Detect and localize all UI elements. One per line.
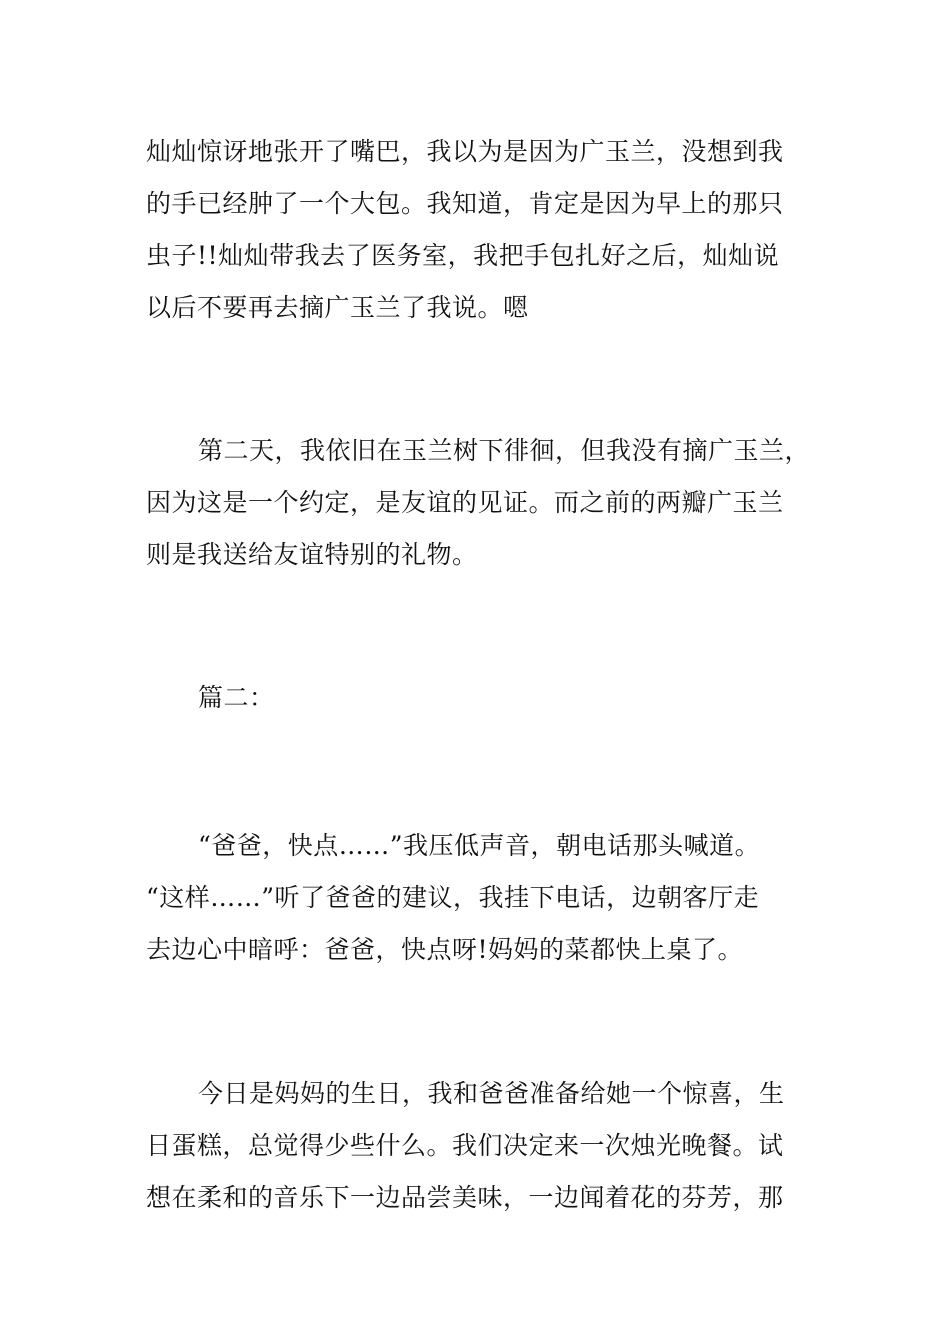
paragraph-4 (146, 1068, 816, 1224)
text-line: 今日是妈妈的生日，我和爸爸准备给她一个惊喜，生 (198, 1079, 785, 1108)
text-line: 则是我送给友谊特别的礼物。 (146, 540, 478, 569)
text-line: 灿灿惊讶地张开了嘴巴，我以为是因为广玉兰，没想到我 (146, 137, 784, 166)
text-line: 第二天，我依旧在玉兰树下徘徊，但我没有摘广玉兰， (198, 436, 811, 465)
section-title: 篇二： (198, 683, 275, 712)
text-line: “这样……”听了爸爸的建议，我挂下电话，边朝客厅走 (146, 883, 760, 912)
text-line: 去边心中暗呼：爸爸，快点呀!妈妈的菜都快上桌了。 (146, 935, 744, 964)
text-line: 日蛋糕，总觉得少些什么。我们决定来一次烛光晚餐。试 (146, 1131, 784, 1160)
text-line: 的手已经肿了一个大包。我知道，肯定是因为早上的那只 (146, 189, 784, 218)
text-line: 虫子!!灿灿带我去了医务室，我把手包扎好之后，灿灿说 (146, 241, 780, 270)
paragraph-3 (146, 820, 816, 976)
text-line: “爸爸，快点……”我压低声音，朝电话那头喊道。 (198, 831, 761, 860)
text-line: 因为这是一个约定，是友谊的见证。而之前的两瓣广玉兰 (146, 488, 784, 517)
paragraph-1 (146, 126, 816, 334)
text-line: 以后不要再去摘广玉兰了我说。嗯 (146, 293, 529, 322)
text-line: 想在柔和的音乐下一边品尝美味，一边闻着花的芬芳，那 (146, 1183, 784, 1212)
section-heading (146, 672, 816, 724)
paragraph-2 (146, 425, 816, 581)
